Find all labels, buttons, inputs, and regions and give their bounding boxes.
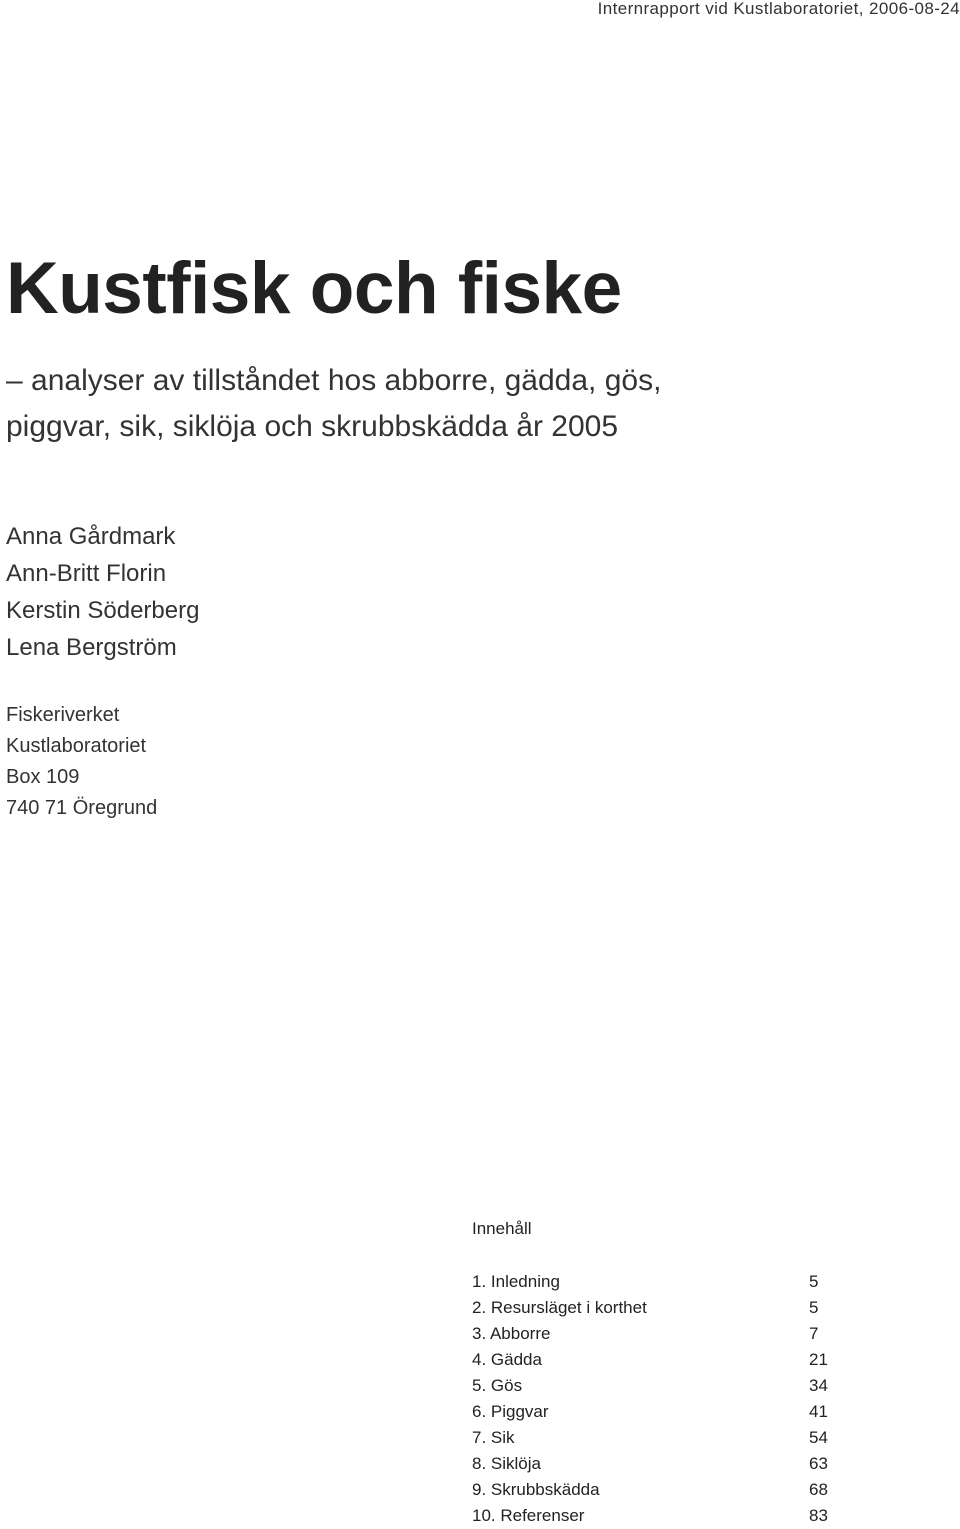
institution-address (6, 700, 157, 824)
address-line: 740 71 Öregrund (6, 797, 158, 819)
toc-entry-label: 10. Referenser (472, 1506, 585, 1525)
toc-entry (472, 1373, 852, 1399)
toc-entry (472, 1321, 852, 1347)
toc-entry (472, 1451, 852, 1477)
toc-entry-page: 5 (809, 1272, 819, 1291)
toc-entry-label: 2. Resursläget i korthet (472, 1298, 647, 1317)
running-header: Internrapport vid Kustlaboratoriet, 2006-08-24 (597, 0, 960, 18)
toc-entry-page: 83 (809, 1506, 828, 1525)
address-line: Fiskeriverket (6, 704, 120, 726)
toc-entry-label: 1. Inledning (472, 1272, 560, 1291)
toc-entry (472, 1477, 852, 1503)
toc-entry-page: 41 (809, 1402, 828, 1421)
toc-entry (472, 1347, 852, 1373)
toc-entry-label: 9. Skrubbskädda (472, 1480, 600, 1499)
document-subtitle (6, 358, 661, 450)
toc-entry-label: 3. Abborre (472, 1324, 551, 1343)
address-line: Box 109 (6, 766, 80, 788)
toc-entry-label: 7. Sik (472, 1428, 515, 1447)
document-title: Kustfisk och fiske (6, 248, 622, 329)
toc-entry-page: 5 (809, 1298, 819, 1317)
toc-entry-page: 7 (809, 1324, 819, 1343)
toc-entry (472, 1503, 852, 1529)
address-line: Kustlaboratoriet (6, 735, 147, 757)
author-name: Kerstin Söderberg (6, 597, 200, 624)
toc-entry-page: 68 (809, 1480, 828, 1499)
subtitle-line: – analyser av tillståndet hos abborre, gädda, gös, (6, 364, 662, 397)
subtitle-line: piggvar, sik, siklöja och skrubbskädda år 2005 (6, 410, 619, 443)
table-of-contents (472, 1217, 852, 1529)
toc-entry (472, 1425, 852, 1451)
toc-entry (472, 1399, 852, 1425)
author-list (6, 518, 199, 666)
toc-entry-label: 5. Gös (472, 1376, 523, 1395)
toc-entry-label: 6. Piggvar (472, 1402, 549, 1421)
toc-entry-page: 34 (809, 1376, 828, 1395)
toc-entry (472, 1269, 852, 1295)
toc-heading: Innehåll (472, 1219, 532, 1238)
toc-entry-page: 63 (809, 1454, 828, 1473)
toc-entry (472, 1295, 852, 1321)
toc-entry-label: 8. Siklöja (472, 1454, 541, 1473)
toc-entry-page: 21 (809, 1350, 828, 1369)
toc-entry-label: 4. Gädda (472, 1350, 542, 1369)
author-name: Lena Bergström (6, 634, 177, 661)
toc-entry-page: 54 (809, 1428, 828, 1447)
author-name: Ann-Britt Florin (6, 560, 167, 587)
author-name: Anna Gårdmark (6, 523, 176, 550)
